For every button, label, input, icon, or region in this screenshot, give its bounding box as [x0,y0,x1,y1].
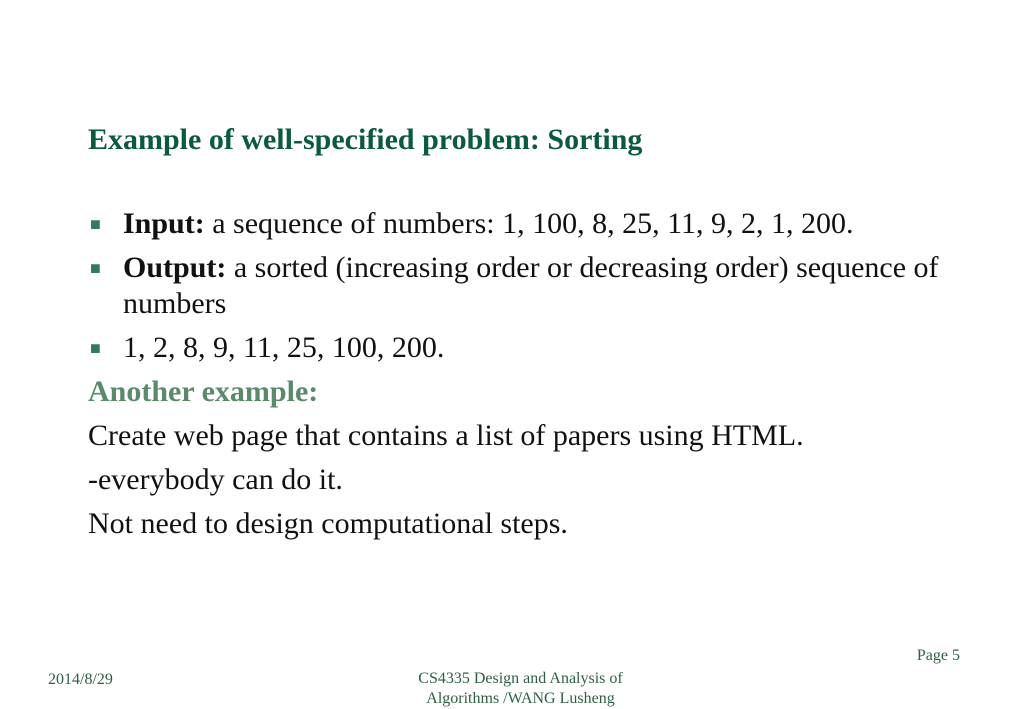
slide-body [88,206,968,550]
another-example-heading: Another example: [88,375,319,408]
footer-course: CS4335 Design and Analysis of Algorithms /WANG Lusheng [418,670,623,707]
paragraph-computational-steps: Not need to design computational steps. [88,507,568,540]
paragraph-create-web-page: Create web page that contains a list of papers using HTML. [88,419,804,452]
input-text: a sequence of numbers: 1, 100, 8, 25, 11, 9, 2, 1, 200. [204,207,854,240]
slide-title: Example of well-specified problem: Sorting [88,123,643,156]
footer-date: 2014/8/29 [48,671,113,688]
output-label: Output: [123,251,227,284]
bullet-sorted-result [88,330,968,366]
bullet-output [88,250,968,322]
input-label: Input: [123,207,205,240]
sorted-result-text: 1, 2, 8, 9, 11, 25, 100, 200. [123,331,445,364]
bullet-input [88,206,968,242]
page-number: Page 5 [916,647,960,664]
paragraph-everybody: -everybody can do it. [88,463,343,496]
output-text: a sorted (increasing order or decreasing order) sequence of numbers [123,251,939,320]
square-bullet-icon: ■ [90,258,101,278]
square-bullet-icon: ■ [90,214,101,234]
square-bullet-icon: ■ [90,338,101,358]
